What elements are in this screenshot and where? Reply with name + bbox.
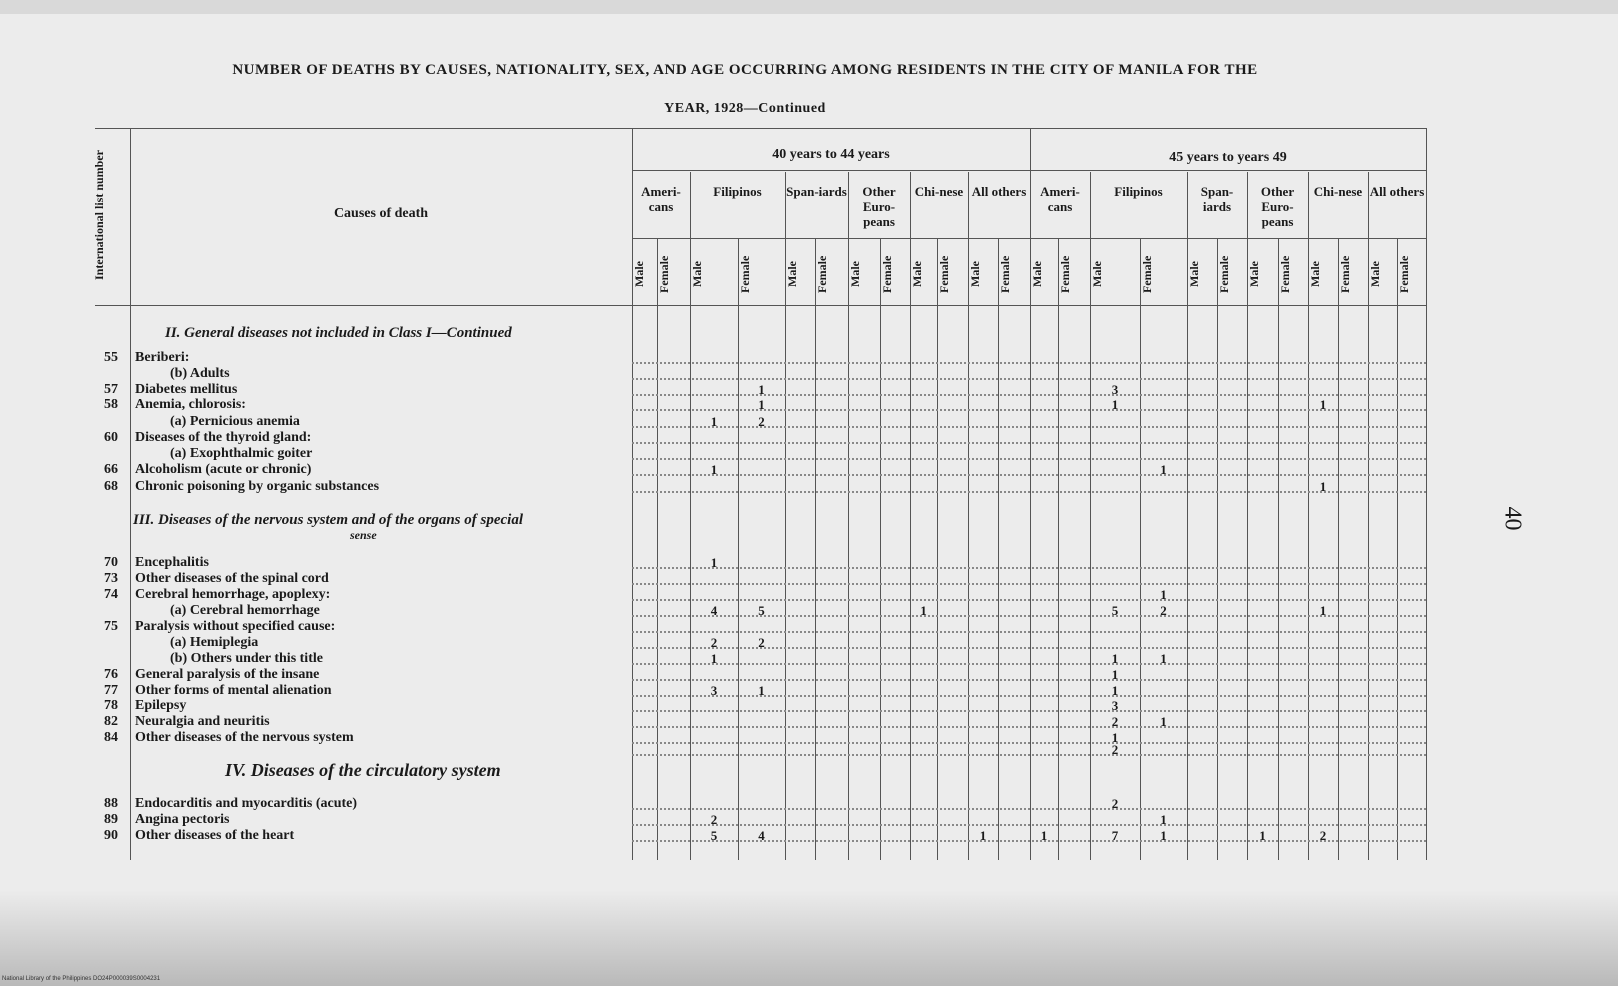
cell-value: 1 <box>1111 730 1119 745</box>
row-label <box>135 350 189 365</box>
cause-text: Chronic poisoning by organic substances <box>135 479 380 494</box>
cause-text: Epilepsy <box>135 698 187 713</box>
cell-value: 1 <box>1111 651 1119 666</box>
leader-dots <box>632 679 1426 681</box>
row-label <box>135 462 311 477</box>
leader-dots <box>632 583 1426 585</box>
leader-dots <box>632 824 1426 826</box>
cell-value: 1 <box>1160 812 1167 827</box>
leader-dots <box>632 426 1426 428</box>
cause-text: (a) Pernicious anemia <box>170 414 300 429</box>
leader-dots <box>632 567 1426 569</box>
cell-value: 2 <box>758 635 765 650</box>
row-number: 78 <box>104 698 118 713</box>
cell-value: 2 <box>1160 603 1167 618</box>
cell-value: 5 <box>1111 603 1119 618</box>
cell-value: 1 <box>1319 479 1327 494</box>
sex-header: Male <box>848 261 862 287</box>
cell-value: 3 <box>1111 382 1119 397</box>
row-number: 66 <box>104 462 118 477</box>
rule-num-col <box>130 128 131 860</box>
cause-text: Angina pectoris <box>135 812 230 827</box>
rule-top <box>95 128 1426 129</box>
row-number: 82 <box>104 714 118 729</box>
leader-dots <box>632 754 1426 756</box>
rule-col <box>1338 238 1339 860</box>
leader-dots <box>632 647 1426 649</box>
leader-dots <box>632 726 1426 728</box>
leader-dots <box>632 808 1426 810</box>
cause-text: Other diseases of the nervous system <box>135 730 354 745</box>
cell-value: 1 <box>1111 397 1119 412</box>
row-number: 88 <box>104 796 118 811</box>
row-number: 74 <box>104 587 118 602</box>
cell-value: 7 <box>1111 828 1119 843</box>
cell-value: 2 <box>710 812 718 827</box>
causes-header: Causes of death <box>333 206 429 221</box>
cause-text: Encephalitis <box>135 555 209 570</box>
row-number: 70 <box>104 555 118 570</box>
cause-text: Diseases of the thyroid gland: <box>135 430 312 445</box>
row-label <box>135 796 357 811</box>
leader-dots <box>632 615 1426 617</box>
cause-text: Other diseases of the heart <box>135 828 295 843</box>
rule-col <box>1278 238 1279 860</box>
cell-value: 1 <box>710 414 718 429</box>
table-subtitle: YEAR, 1928—Continued <box>664 101 826 116</box>
section-heading: III. Diseases of the nervous system and of the organs of special <box>133 512 524 528</box>
cause-text: Endocarditis and myocarditis (acute) <box>135 796 358 811</box>
cell-value: 1 <box>1040 828 1048 843</box>
sex-header: Male <box>1247 261 1261 287</box>
row-number: 89 <box>104 812 118 827</box>
leader-dots <box>632 442 1426 444</box>
cause-text: Diabetes mellitus <box>135 382 238 397</box>
cell-value: 1 <box>758 397 765 412</box>
section-heading: IV. Diseases of the circulatory system <box>225 760 501 780</box>
rule-col <box>632 128 633 860</box>
sex-header: Male <box>632 261 646 287</box>
nationality-header: Span-iards <box>786 184 847 199</box>
rule-col <box>738 238 739 860</box>
row-label <box>135 397 246 412</box>
nationality-header: Span-iards <box>1200 184 1234 214</box>
sex-header: Female <box>937 255 951 293</box>
cell-value: 2 <box>1111 742 1119 757</box>
sex-header: Female <box>1338 255 1352 293</box>
leader-dots <box>632 362 1426 364</box>
cell-value: 1 <box>1160 828 1167 843</box>
row-number: 68 <box>104 479 118 494</box>
nationality-header: Ameri-cans <box>1040 184 1080 214</box>
row-label <box>170 414 300 429</box>
cause-text: (b) Others under this title <box>170 651 323 666</box>
cell-value: 4 <box>710 603 718 618</box>
row-number: 60 <box>104 430 118 445</box>
sex-header: Female <box>998 255 1012 293</box>
sex-header: Male <box>1090 261 1104 287</box>
row-label <box>170 635 258 650</box>
row-label <box>135 667 319 682</box>
cell-value: 3 <box>710 683 718 698</box>
cell-value: 1 <box>979 828 987 843</box>
cause-text: Alcoholism (acute or chronic) <box>135 462 312 477</box>
sex-header: Female <box>880 255 894 293</box>
cell-value: 1 <box>1160 462 1167 477</box>
row-label <box>135 698 186 713</box>
rule-col <box>937 238 938 860</box>
rule-col <box>1217 238 1218 860</box>
nationality-header: Chi-nese <box>914 184 964 199</box>
age-group-header: 40 years to 44 years <box>772 147 890 162</box>
sex-header: Male <box>910 261 924 287</box>
sex-header: Female <box>1058 255 1072 293</box>
nationality-header: Chi-nese <box>1313 184 1363 199</box>
rule-nat <box>632 238 1426 239</box>
leader-dots <box>632 378 1426 380</box>
age-group-header: 45 years to years 49 <box>1169 150 1287 165</box>
cell-value: 2 <box>710 635 718 650</box>
cell-value: 2 <box>1111 796 1119 811</box>
section-heading: sense <box>350 528 377 542</box>
row-number: 76 <box>104 667 118 682</box>
leader-dots <box>632 474 1426 476</box>
sex-header: Female <box>1278 255 1292 293</box>
leader-dots <box>632 631 1426 633</box>
sex-header: Female <box>1397 255 1411 293</box>
nationality-header: Filipinos <box>1114 184 1163 199</box>
sex-header: Female <box>1140 255 1154 293</box>
table-title: NUMBER OF DEATHS BY CAUSES, NATIONALITY, SEX, AND AGE OCCURRING AMONG RESIDENTS IN THE CITY OF MANILA FOR THE <box>232 62 1258 78</box>
cell-value: 1 <box>758 382 765 397</box>
row-label <box>170 603 320 618</box>
nationality-header: All others <box>971 184 1027 199</box>
rule-col <box>880 238 881 860</box>
rule-col <box>815 238 816 860</box>
cell-value: 1 <box>1319 603 1327 618</box>
cause-text: Paralysis without specified cause: <box>135 619 336 634</box>
leader-dots <box>632 394 1426 396</box>
cell-value: 4 <box>758 828 765 843</box>
cause-text: Beriberi: <box>135 350 190 365</box>
cell-value: 2 <box>1111 714 1119 729</box>
nationality-header: All others <box>1369 184 1425 199</box>
row-label <box>135 430 311 445</box>
leader-dots <box>632 840 1426 842</box>
rule-col <box>1030 128 1031 860</box>
leader-dots <box>632 458 1426 460</box>
rule-col <box>657 238 658 860</box>
cell-value: 1 <box>1319 397 1327 412</box>
sex-header: Female <box>815 255 829 293</box>
rule-col <box>1058 238 1059 860</box>
nationality-header: Ameri-cans <box>641 184 681 214</box>
sex-header: Male <box>785 261 799 287</box>
row-number: 84 <box>104 730 118 745</box>
row-number: 58 <box>104 397 118 412</box>
cell-value: 1 <box>1160 587 1167 602</box>
sex-header: Female <box>1217 255 1231 293</box>
row-number: 75 <box>104 619 118 634</box>
rule-col <box>1397 238 1398 860</box>
leader-dots <box>632 710 1426 712</box>
cell-value: 1 <box>758 683 765 698</box>
row-label <box>135 828 294 843</box>
cell-value: 5 <box>710 828 718 843</box>
sex-header: Female <box>738 255 752 293</box>
intl-list-header: International list number <box>92 150 106 281</box>
row-label <box>170 366 230 381</box>
cell-value: 1 <box>1259 828 1266 843</box>
sex-header: Male <box>1308 261 1322 287</box>
cause-text: (b) Adults <box>170 366 230 381</box>
row-label <box>170 446 312 461</box>
cause-text: Anemia, chlorosis: <box>135 397 246 412</box>
rule-header-bottom <box>95 305 1426 306</box>
cell-value: 1 <box>1111 667 1119 682</box>
cell-value: 2 <box>1319 828 1327 843</box>
sex-header: Female <box>657 255 671 293</box>
leader-dots <box>632 409 1426 411</box>
row-number: 55 <box>104 350 118 365</box>
sex-header: Male <box>1030 261 1044 287</box>
cause-text: Neuralgia and neuritis <box>135 714 270 729</box>
row-label <box>135 812 230 827</box>
row-label <box>135 479 379 494</box>
cell-value: 2 <box>758 414 765 429</box>
row-label <box>135 587 330 602</box>
row-label <box>135 619 335 634</box>
leader-dots <box>632 695 1426 697</box>
rule-col <box>998 238 999 860</box>
cause-text: Other diseases of the spinal cord <box>135 571 329 586</box>
rule-age <box>632 170 1426 171</box>
row-label <box>135 730 354 745</box>
sex-header: Male <box>1187 261 1201 287</box>
cause-text: (a) Hemiplegia <box>170 635 259 650</box>
nationality-header: Filipinos <box>713 184 762 199</box>
row-label <box>135 555 209 570</box>
cell-value: 1 <box>710 651 718 666</box>
sex-header: Male <box>690 261 704 287</box>
row-number: 57 <box>104 382 118 397</box>
cause-text: Cerebral hemorrhage, apoplexy: <box>135 587 331 602</box>
cell-value: 1 <box>710 555 718 570</box>
row-label <box>135 683 332 698</box>
cell-value: 1 <box>1160 651 1167 666</box>
rule-col <box>1426 128 1427 860</box>
cause-text: Other forms of mental alienation <box>135 683 332 698</box>
cell-value: 1 <box>920 603 927 618</box>
cell-value: 1 <box>1111 683 1119 698</box>
leader-dots <box>632 599 1426 601</box>
cause-text: (a) Exophthalmic goiter <box>170 446 313 461</box>
cause-text: (a) Cerebral hemorrhage <box>170 603 320 618</box>
cause-text: General paralysis of the insane <box>135 667 320 682</box>
row-label <box>135 571 329 586</box>
rule-col <box>1140 238 1141 860</box>
row-label <box>135 382 237 397</box>
leader-dots <box>632 742 1426 744</box>
sex-header: Male <box>968 261 982 287</box>
row-label <box>170 651 323 666</box>
footer-credit: National Library of the Philippines DO24P000039S0004231 <box>2 976 161 982</box>
cell-value: 1 <box>710 462 718 477</box>
cell-value: 3 <box>1111 698 1119 713</box>
leader-dots <box>632 491 1426 493</box>
row-number: 90 <box>104 828 118 843</box>
leader-dots <box>632 663 1426 665</box>
cell-value: 5 <box>758 603 765 618</box>
row-label <box>135 714 270 729</box>
section-heading: II. General diseases not included in Class I—Continued <box>165 325 512 341</box>
row-number: 73 <box>104 571 118 586</box>
nationality-header: Other Euro-peans <box>862 184 896 229</box>
page-number: 40 <box>1499 506 1526 531</box>
row-number: 77 <box>104 683 118 698</box>
sex-header: Male <box>1368 261 1382 287</box>
nationality-header: Other Euro-peans <box>1260 184 1295 229</box>
cell-value: 1 <box>1160 714 1167 729</box>
